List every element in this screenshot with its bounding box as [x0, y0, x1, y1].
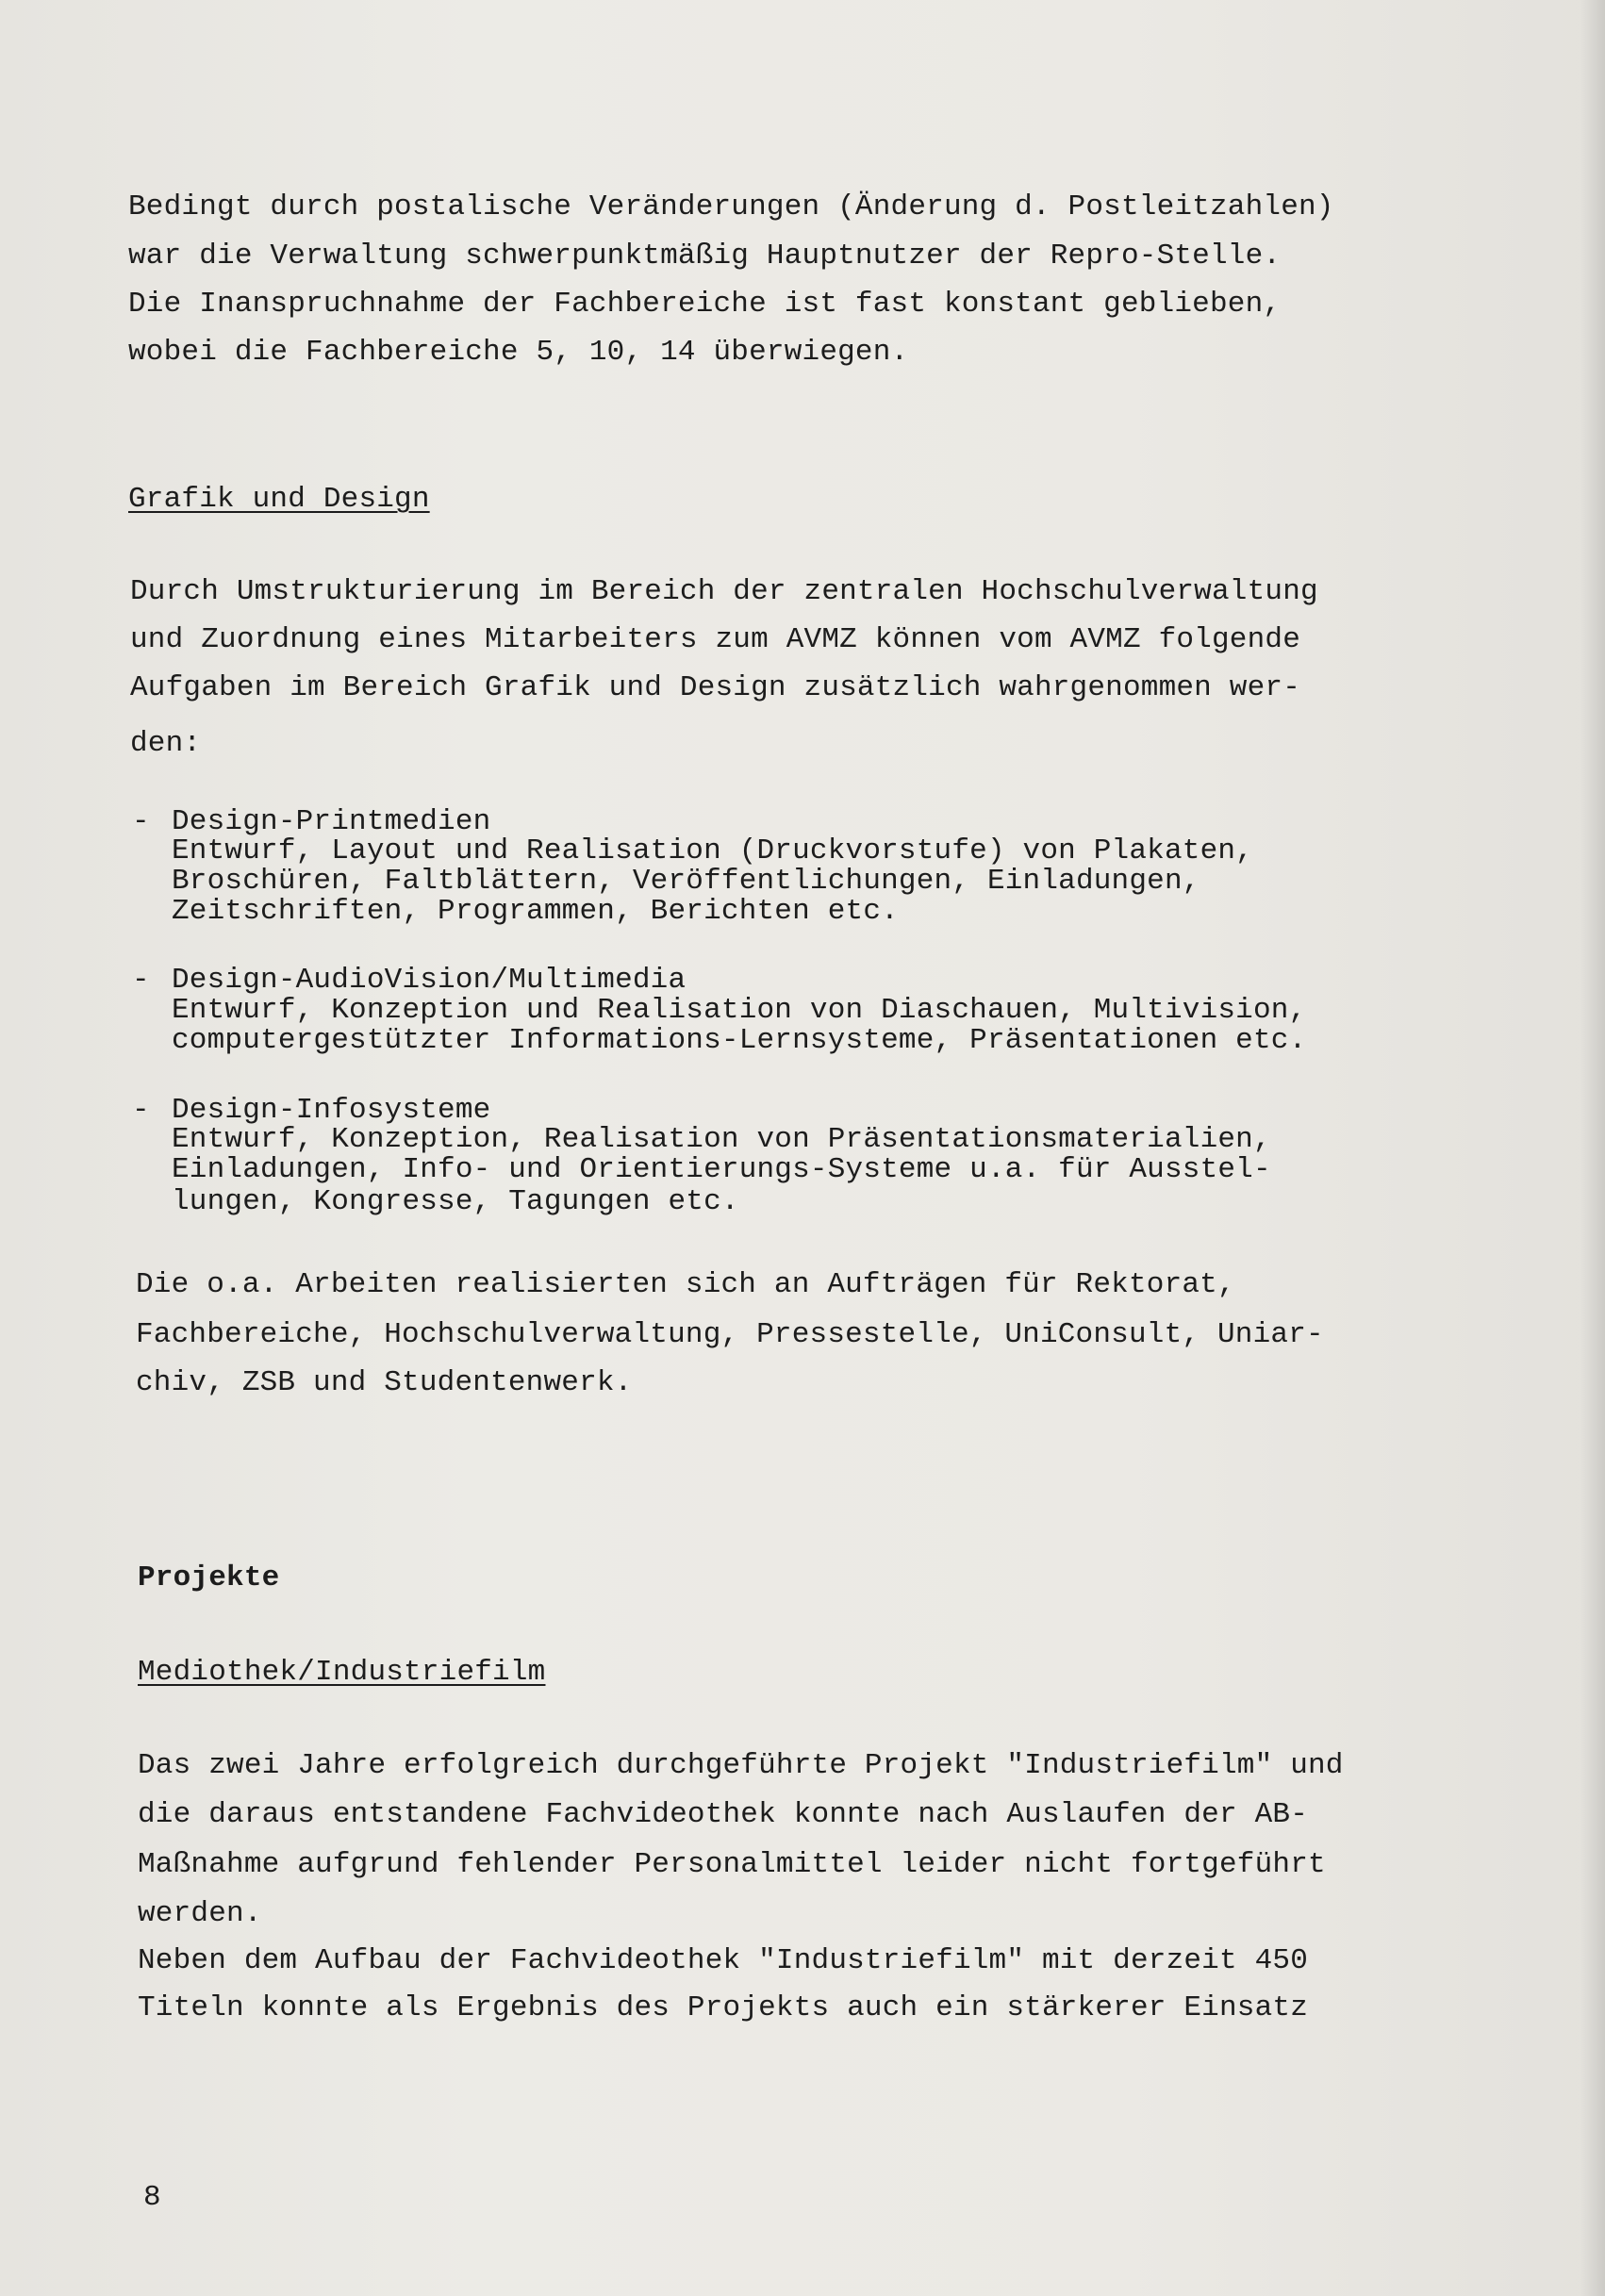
- list-item-line: lungen, Kongresse, Tagungen etc.: [172, 1185, 739, 1218]
- paragraph-line: Aufgaben im Bereich Grafik und Design zusätzlich wahrgenommen wer-: [130, 671, 1300, 704]
- list-item-title: Design-Printmedien: [172, 805, 491, 838]
- subheading-mediothek: Mediothek/Industriefilm: [138, 1656, 546, 1689]
- paragraph-line: Titeln konnte als Ergebnis des Projekts auch ein stärkerer Einsatz: [138, 1991, 1308, 2024]
- list-item-line: Entwurf, Layout und Realisation (Druckvorstufe) von Plakaten,: [172, 834, 1253, 867]
- list-item-title: Design-AudioVision/Multimedia: [172, 964, 687, 997]
- paragraph-line: und Zuordnung eines Mitarbeiters zum AVMZ können vom AVMZ folgende: [130, 623, 1300, 656]
- list-dash: -: [132, 964, 150, 997]
- list-item-line: Einladungen, Info- und Orientierungs-Systeme u.a. für Ausstel-: [172, 1153, 1271, 1186]
- paragraph-line: Durch Umstrukturierung im Bereich der zentralen Hochschulverwaltung: [130, 575, 1318, 608]
- paragraph-line: Die o.a. Arbeiten realisierten sich an Aufträgen für Rektorat,: [136, 1268, 1235, 1301]
- paragraph-line: Das zwei Jahre erfolgreich durchgeführte Projekt "Industriefilm" und: [138, 1749, 1344, 1782]
- list-item-line: computergestützter Informations-Lernsysteme, Präsentationen etc.: [172, 1024, 1307, 1057]
- paragraph-line: Neben dem Aufbau der Fachvideothek "Industriefilm" mit derzeit 450: [138, 1944, 1308, 1977]
- paragraph-line: Die Inanspruchnahme der Fachbereiche ist fast konstant geblieben,: [128, 288, 1282, 321]
- paragraph-line: wobei die Fachbereiche 5, 10, 14 überwiegen.: [128, 336, 909, 369]
- list-item-line: Entwurf, Konzeption und Realisation von Diaschauen, Multivision,: [172, 994, 1307, 1027]
- paragraph-line: Fachbereiche, Hochschulverwaltung, Pressestelle, UniConsult, Uniar-: [136, 1318, 1324, 1351]
- page-number: 8: [143, 2181, 161, 2214]
- list-dash: -: [132, 1094, 150, 1127]
- paragraph-line: werden.: [138, 1897, 262, 1930]
- list-dash: -: [132, 805, 150, 838]
- paragraph-line: war die Verwaltung schwerpunktmäßig Hauptnutzer der Repro-Stelle.: [128, 240, 1282, 273]
- list-item-line: Zeitschriften, Programmen, Berichten etc.: [172, 895, 899, 928]
- section-heading-projekte: Projekte: [138, 1561, 280, 1594]
- section-heading-grafik: Grafik und Design: [128, 483, 430, 516]
- list-item-line: Entwurf, Konzeption, Realisation von Präsentationsmaterialien,: [172, 1123, 1271, 1156]
- list-item-line: Broschüren, Faltblättern, Veröffentlichungen, Einladungen,: [172, 865, 1200, 898]
- list-item-title: Design-Infosysteme: [172, 1094, 491, 1127]
- paragraph-line: chiv, ZSB und Studentenwerk.: [136, 1366, 633, 1399]
- paragraph-line: Bedingt durch postalische Veränderungen (Änderung d. Postleitzahlen): [128, 190, 1334, 223]
- paragraph-line: Maßnahme aufgrund fehlender Personalmittel leider nicht fortgeführt: [138, 1848, 1326, 1881]
- paragraph-line: den:: [130, 727, 202, 760]
- paragraph-line: die daraus entstandene Fachvideothek konnte nach Auslaufen der AB-: [138, 1798, 1308, 1831]
